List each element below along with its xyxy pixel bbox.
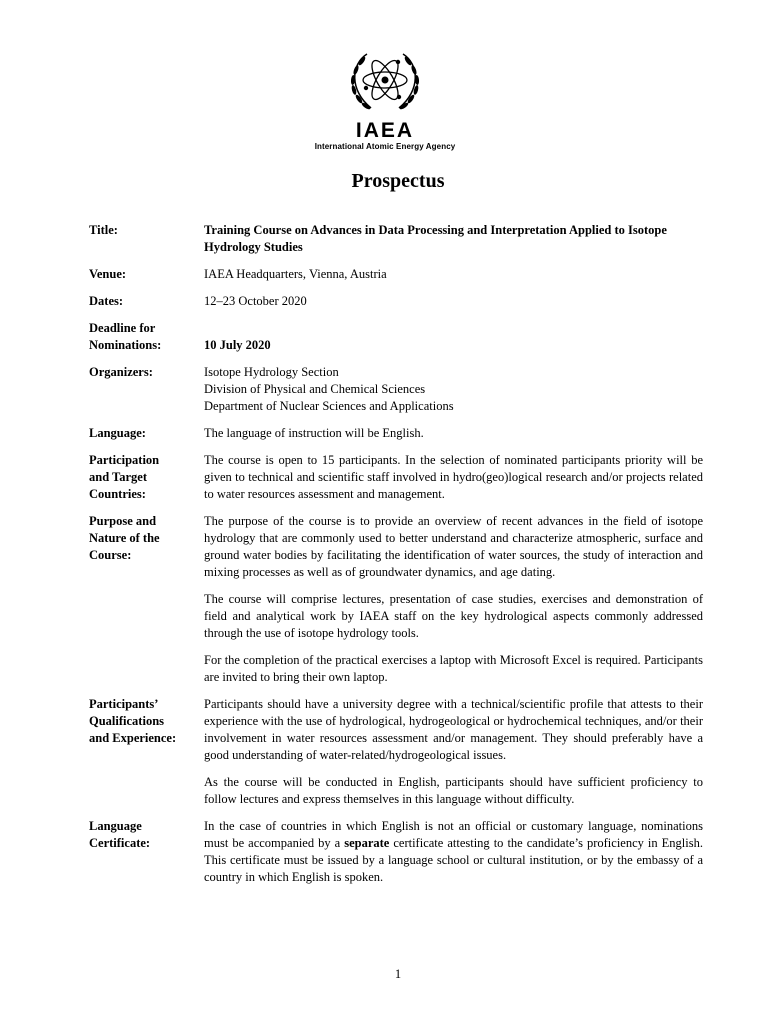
language-label: Language: <box>89 426 146 440</box>
deadline-label-line1: Deadline for <box>89 321 156 335</box>
certificate-label <box>89 818 204 886</box>
qualifications-row <box>89 696 703 808</box>
purpose-paragraph: The purpose of the course is to provide an overview of recent advances in the field of isotope hydrology that are commonly used to better understand and characterize atmospheric, surface and ground water bodies by facilitating the identification of water sources, the study of interaction and mixing processes as well as of groundwater dynamics, and age dating. <box>204 514 703 579</box>
purpose-paragraph: The course will comprise lectures, presentation of case studies, exercises and demonstration of field and analytical work by IAEA staff on the key hydrological aspects commonly addressed through the use of isotope hydrology tools. <box>204 592 703 640</box>
participation-row <box>89 452 703 503</box>
qualifications-label <box>89 696 204 808</box>
venue-value: IAEA Headquarters, Vienna, Austria <box>204 267 387 281</box>
purpose-label <box>89 513 204 686</box>
qualifications-paragraph: As the course will be conducted in English, participants should have sufficient proficiency to follow lectures and express themselves in this language without difficulty. <box>204 775 703 806</box>
purpose-label-line2: Nature of the <box>89 531 160 545</box>
organizers-row <box>89 364 703 415</box>
qualifications-paragraph: Participants should have a university degree with a technical/scientific profile that attests to their experience with the use of hydrological, hydrogeological or hydrochemical techniques, and/or their involvement in water resources assessment and/or management. They should preferably have a good understanding of water-related/hydrogeological issues. <box>204 697 703 762</box>
dates-value: 12–23 October 2020 <box>204 294 307 308</box>
certificate-text-emphasis: separate <box>344 836 390 850</box>
organizers-value <box>204 364 703 415</box>
certificate-label-line2: Certificate: <box>89 836 151 850</box>
purpose-label-line1: Purpose and <box>89 514 157 528</box>
venue-label: Venue: <box>89 267 127 281</box>
qualifications-label-line3: and Experience: <box>89 731 177 745</box>
page-title: Prospectus <box>351 170 445 192</box>
participation-label <box>89 452 204 503</box>
deadline-value: 10 July 2020 <box>204 338 271 352</box>
title-value: Training Course on Advances in Data Processing and Interpretation Applied to Isotope Hydrology Studies <box>204 223 667 254</box>
language-value: The language of instruction will be English. <box>204 426 424 440</box>
organizer-line: Isotope Hydrology Section <box>204 365 339 379</box>
org-full-name: International Atomic Energy Agency <box>314 142 456 151</box>
certificate-row <box>89 818 703 886</box>
org-abbreviation: IAEA <box>355 119 415 142</box>
iaea-logo <box>0 44 770 152</box>
deadline-row <box>89 320 703 354</box>
dates-row <box>89 293 703 310</box>
purpose-value <box>204 513 703 686</box>
prospectus-details <box>89 222 703 886</box>
certificate-text-after: certificate attesting to the candidate’s proficiency in English. This certificate must be issued by a language school or cultural institution, or by the embassy of a country in which English is spoken. <box>204 836 703 884</box>
certificate-value <box>204 818 703 886</box>
participation-value: The course is open to 15 participants. In the selection of nominated participants priority will be given to technical and scientific staff involved in hydro(geo)logical research and/or projects related to water resources assessment and management. <box>204 453 703 501</box>
venue-row <box>89 266 703 283</box>
participation-label-line3: Countries: <box>89 487 146 501</box>
qualifications-value <box>204 696 703 808</box>
qualifications-label-line1: Participants’ <box>89 697 159 711</box>
iaea-emblem-icon <box>337 44 433 118</box>
certificate-label-line1: Language <box>89 819 142 833</box>
certificate-text-before: In the case of countries in which English is not an official or customary language, nominations must be accompanied by a <box>204 819 703 850</box>
participation-label-line1: Participation <box>89 453 160 467</box>
purpose-paragraph: For the completion of the practical exercises a laptop with Microsoft Excel is required. Participants are invited to bring their own laptop. <box>204 653 703 684</box>
deadline-label <box>89 320 204 354</box>
qualifications-label-line2: Qualifications <box>89 714 165 728</box>
organizers-label: Organizers: <box>89 365 153 379</box>
purpose-row <box>89 513 703 686</box>
dates-label: Dates: <box>89 294 124 308</box>
purpose-label-line3: Course: <box>89 548 132 562</box>
participation-label-line2: and Target <box>89 470 148 484</box>
page-number: 1 <box>394 967 402 981</box>
title-label: Title: <box>89 223 118 237</box>
organizer-line: Division of Physical and Chemical Sciences <box>204 382 426 396</box>
title-row <box>89 222 703 256</box>
language-row <box>89 425 703 442</box>
deadline-label-line2: Nominations: <box>89 338 162 352</box>
organizer-line: Department of Nuclear Sciences and Applications <box>204 399 454 413</box>
